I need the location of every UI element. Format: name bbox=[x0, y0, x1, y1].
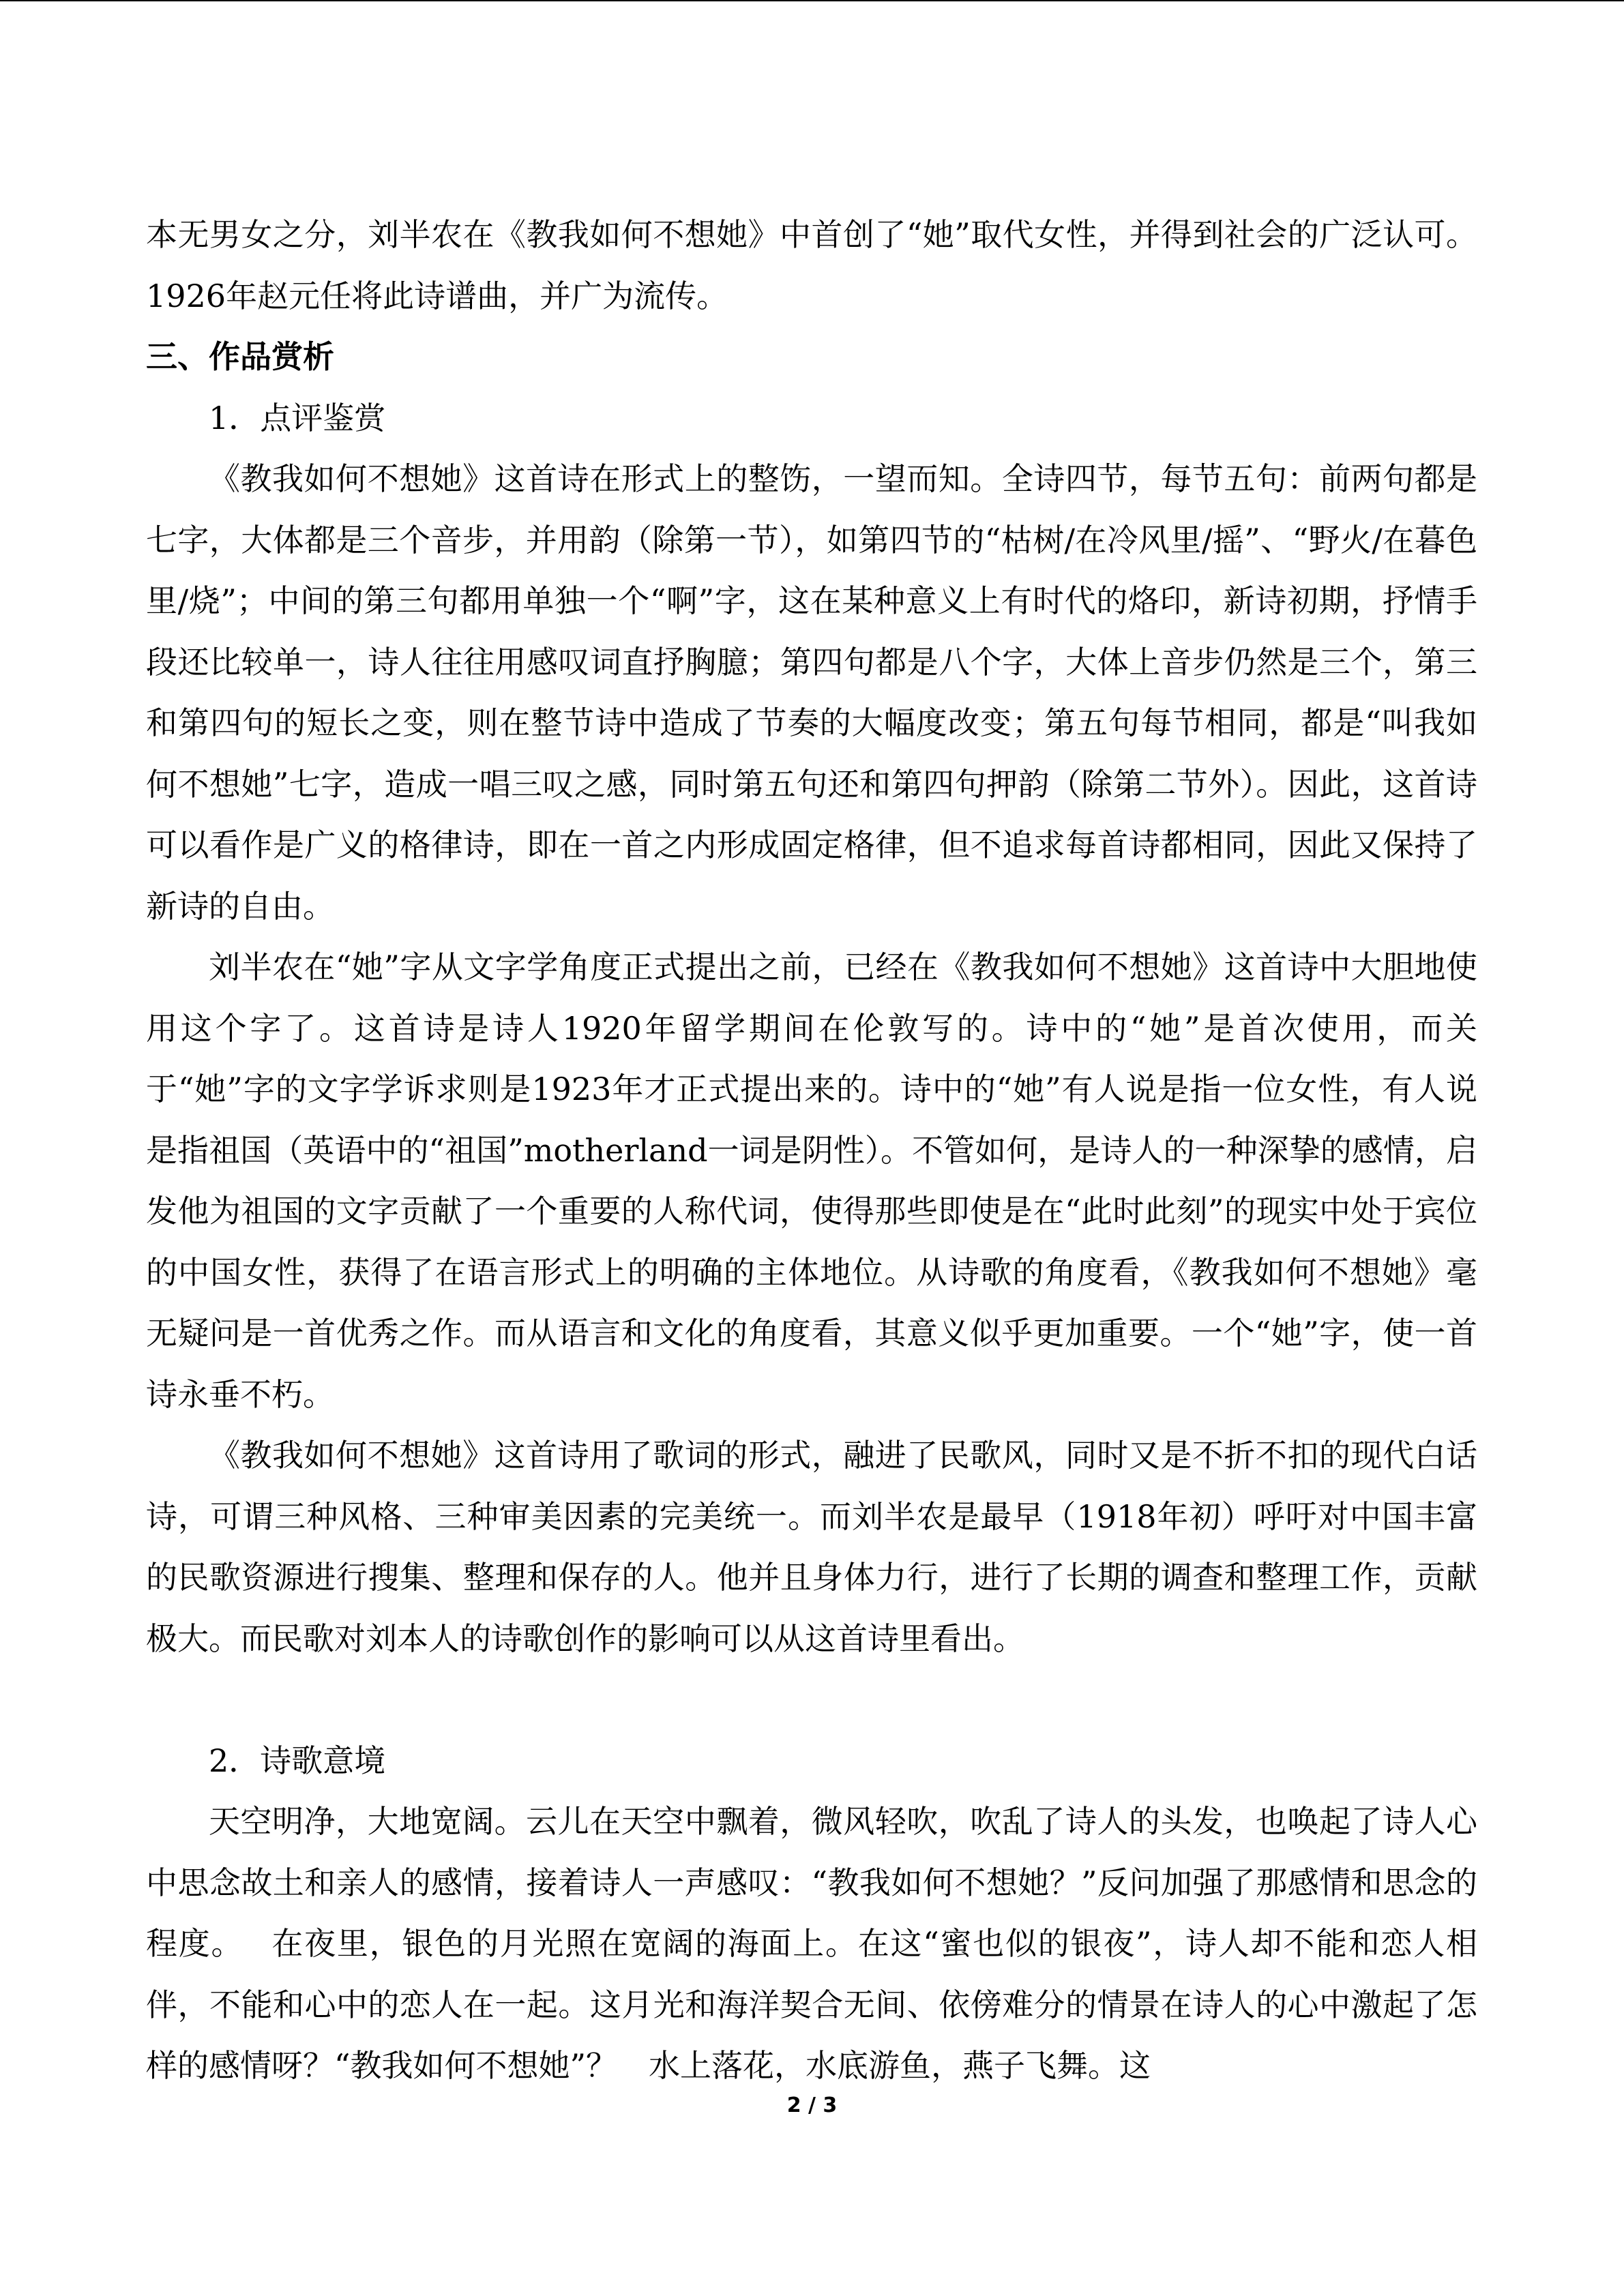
paragraph-pronoun-history: 刘半农在“她”字从文字学角度正式提出之前，已经在《教我如何不想她》这首诗中大胆地使用这个字了。这首诗是诗人1920年留学期间在伦敦写的。诗中的“她”是首次使用，而关于“她”字的文字学诉求则是1923年才正式提出来的。诗中的“她”有人说是指一位女性，有人说是指祖国（英语中的“祖国”motherland一词是阴性）。不管如何，是诗人的一种深挚的感情，启发他为祖国的文字贡献了一个重要的人称代词，使得那些即使是在“此时此刻”的现实中处于宾位的中国女性，获得了在语言形式上的明确的主体地位。从诗歌的角度看，《教我如何不想她》毫无疑问是一首优秀之作。而从语言和文化的角度看，其意义似乎更加重要。一个“她”字，使一首诗永垂不朽。 bbox=[146, 949, 1477, 1413]
paragraph-folk-song-style: 《教我如何不想她》这首诗用了歌词的形式，融进了民歌风，同时又是不折不扣的现代白话诗，可谓三种风格、三种审美因素的完美统一。而刘半农是最早（1918年初）呼吁对中国丰富的民歌资源进行搜集、整理和保存的人。他并且身体力行，进行了长期的调查和整理工作，贡献极大。而民歌对刘本人的诗歌创作的影响可以从这首诗里看出。 bbox=[146, 1437, 1477, 1657]
top-border-line bbox=[0, 0, 1624, 1]
paragraph-spacer bbox=[146, 1669, 1477, 1731]
paragraph-form-analysis: 《教我如何不想她》这首诗在形式上的整饬，一望而知。全诗四节，每节五句：前两句都是七字，大体都是三个音步，并用韵（除第一节），如第四节的“枯树/在冷风里/摇”、“野火/在暮色里/烧”；中间的第三句都用单独一个“啊”字，这在某种意义上有时代的烙印，新诗初期，抒情手段还比较单一，诗人往往用感叹词直抒胸臆；第四句都是八个字，大体上音步仍然是三个，第三和第四句的短长之变，则在整节诗中造成了节奏的大幅度改变；第五句每节相同，都是“叫我如何不想她”七字，造成一唱三叹之感，同时第五句还和第四句押韵（除第二节外）。因此，这首诗可以看作是广义的格律诗，即在一首之内形成固定格律，但不追求每首诗都相同，因此又保持了新诗的自由。 bbox=[146, 460, 1477, 925]
section-heading: 三、作品赏析 bbox=[146, 338, 334, 375]
page-number: 2 / 3 bbox=[786, 2093, 838, 2117]
document-body bbox=[146, 205, 1477, 2097]
subheading-review: 1．点评鉴赏 bbox=[209, 399, 386, 436]
paragraph-imagery: 天空明净，大地宽阔。云儿在天空中飘着，微风轻吹，吹乱了诗人的头发，也唤起了诗人心中思念故土和亲人的感情，接着诗人一声感叹：“教我如何不想她？”反问加强了那感情和思念的程度。 在夜里，银色的月光照在宽阔的海面上。在这“蜜也似的银夜”，诗人却不能和恋人相伴，不能和心中的恋人在一起。这月光和海洋契合无间、依傍难分的情景在诗人的心中激起了怎样的感情呀？“教我如何不想她”？ 水上落花，水底游鱼，燕子飞舞。这 bbox=[146, 1803, 1477, 2084]
paragraph-intro-end: 本无男女之分，刘半农在《教我如何不想她》中首创了“她”取代女性，并得到社会的广泛认可。1926年赵元任将此诗谱曲，并广为流传。 bbox=[146, 216, 1477, 314]
subheading-imagery: 2．诗歌意境 bbox=[209, 1742, 386, 1779]
